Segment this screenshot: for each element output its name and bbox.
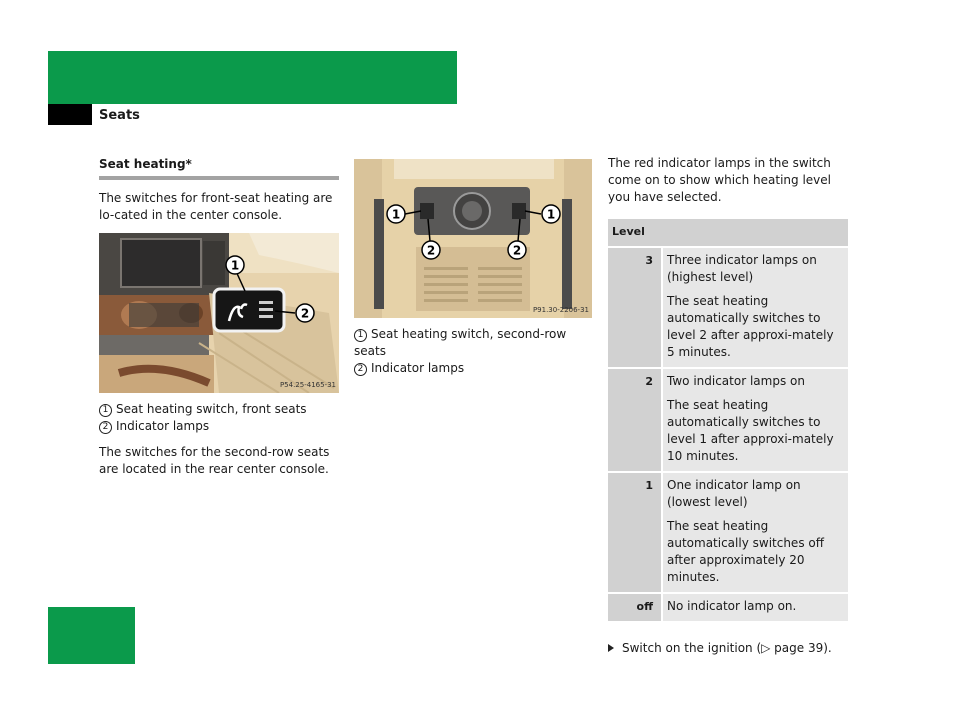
callout-1-right: 1	[546, 207, 556, 222]
description-cell	[662, 247, 848, 368]
table-header-row	[608, 219, 848, 247]
description-cell	[662, 593, 848, 621]
subsection-title: Seats	[99, 108, 140, 123]
page-number-tab	[48, 607, 135, 664]
caption-text: Indicator lamps	[116, 419, 210, 433]
level-cell: 3	[608, 247, 662, 368]
header-band	[48, 51, 457, 104]
subsection-marker	[48, 104, 92, 125]
table-header-level: Level	[608, 219, 848, 247]
callout-1-left: 1	[391, 207, 401, 222]
column-front-seats	[99, 155, 339, 487]
description-line: The seat heating automatically switches off after approximately 20 minutes.	[667, 519, 824, 584]
front-console-illustration	[99, 233, 339, 393]
description-line: The seat heating automatically switches to level 2 after approxi-mately 5 minutes.	[667, 294, 834, 359]
page-number: 142	[51, 9, 81, 25]
caption-1	[99, 401, 339, 418]
level-cell: 1	[608, 472, 662, 593]
description-line: Three indicator lamps on (highest level)	[667, 253, 817, 284]
callout-1: 1	[230, 258, 240, 273]
description-line: One indicator lamp on (lowest level)	[667, 478, 801, 509]
description-line: No indicator lamp on.	[667, 599, 797, 613]
callout-number: 1	[99, 404, 112, 417]
image-code: P54.25-4165-31	[279, 381, 336, 389]
rear-switch-note: The switches for the second-row seats are located in the rear center console.	[99, 445, 330, 476]
table-row	[608, 368, 848, 472]
heating-level-table	[608, 219, 848, 621]
step-text: Switch on the ignition (▷ page 39).	[622, 641, 832, 655]
rear-console-illustration	[354, 159, 592, 318]
front-console-photo	[99, 233, 339, 393]
description-line: The seat heating automatically switches to level 1 after approxi-mately 10 minutes.	[667, 398, 834, 463]
bullet-triangle-icon	[608, 644, 614, 652]
image-code: P91.30-2206-31	[532, 306, 589, 314]
callout-2-left: 2	[426, 243, 436, 258]
section-title: Controls in detail	[51, 30, 178, 45]
callout-2-right: 2	[512, 243, 522, 258]
intro-text: The red indicator lamps in the switch come on to show which heating level you have selected.	[608, 156, 832, 204]
section-heading: Seat heating*	[99, 155, 339, 180]
description-line: Two indicator lamps on	[667, 374, 805, 388]
callout-number: 1	[354, 329, 367, 342]
caption-text: Seat heating switch, second-row seats	[354, 327, 567, 358]
callout-2: 2	[300, 306, 310, 321]
callout-number: 2	[99, 421, 112, 434]
description-cell	[662, 472, 848, 593]
caption-text: Indicator lamps	[371, 361, 465, 375]
table-row	[608, 247, 848, 368]
level-cell: off	[608, 593, 662, 621]
column-levels	[608, 155, 848, 657]
caption-text: Seat heating switch, front seats	[116, 402, 307, 416]
caption-1	[354, 326, 594, 360]
callout-number: 2	[354, 363, 367, 376]
column-rear-seats	[354, 159, 594, 377]
level-cell: 2	[608, 368, 662, 472]
caption-2	[354, 360, 594, 377]
caption-2	[99, 418, 339, 435]
intro-text: The switches for front-seat heating are lo-cated in the center console.	[99, 191, 333, 222]
rear-console-photo	[354, 159, 592, 318]
table-row	[608, 593, 848, 621]
table-row	[608, 472, 848, 593]
instruction-step	[608, 640, 848, 657]
description-cell	[662, 368, 848, 472]
